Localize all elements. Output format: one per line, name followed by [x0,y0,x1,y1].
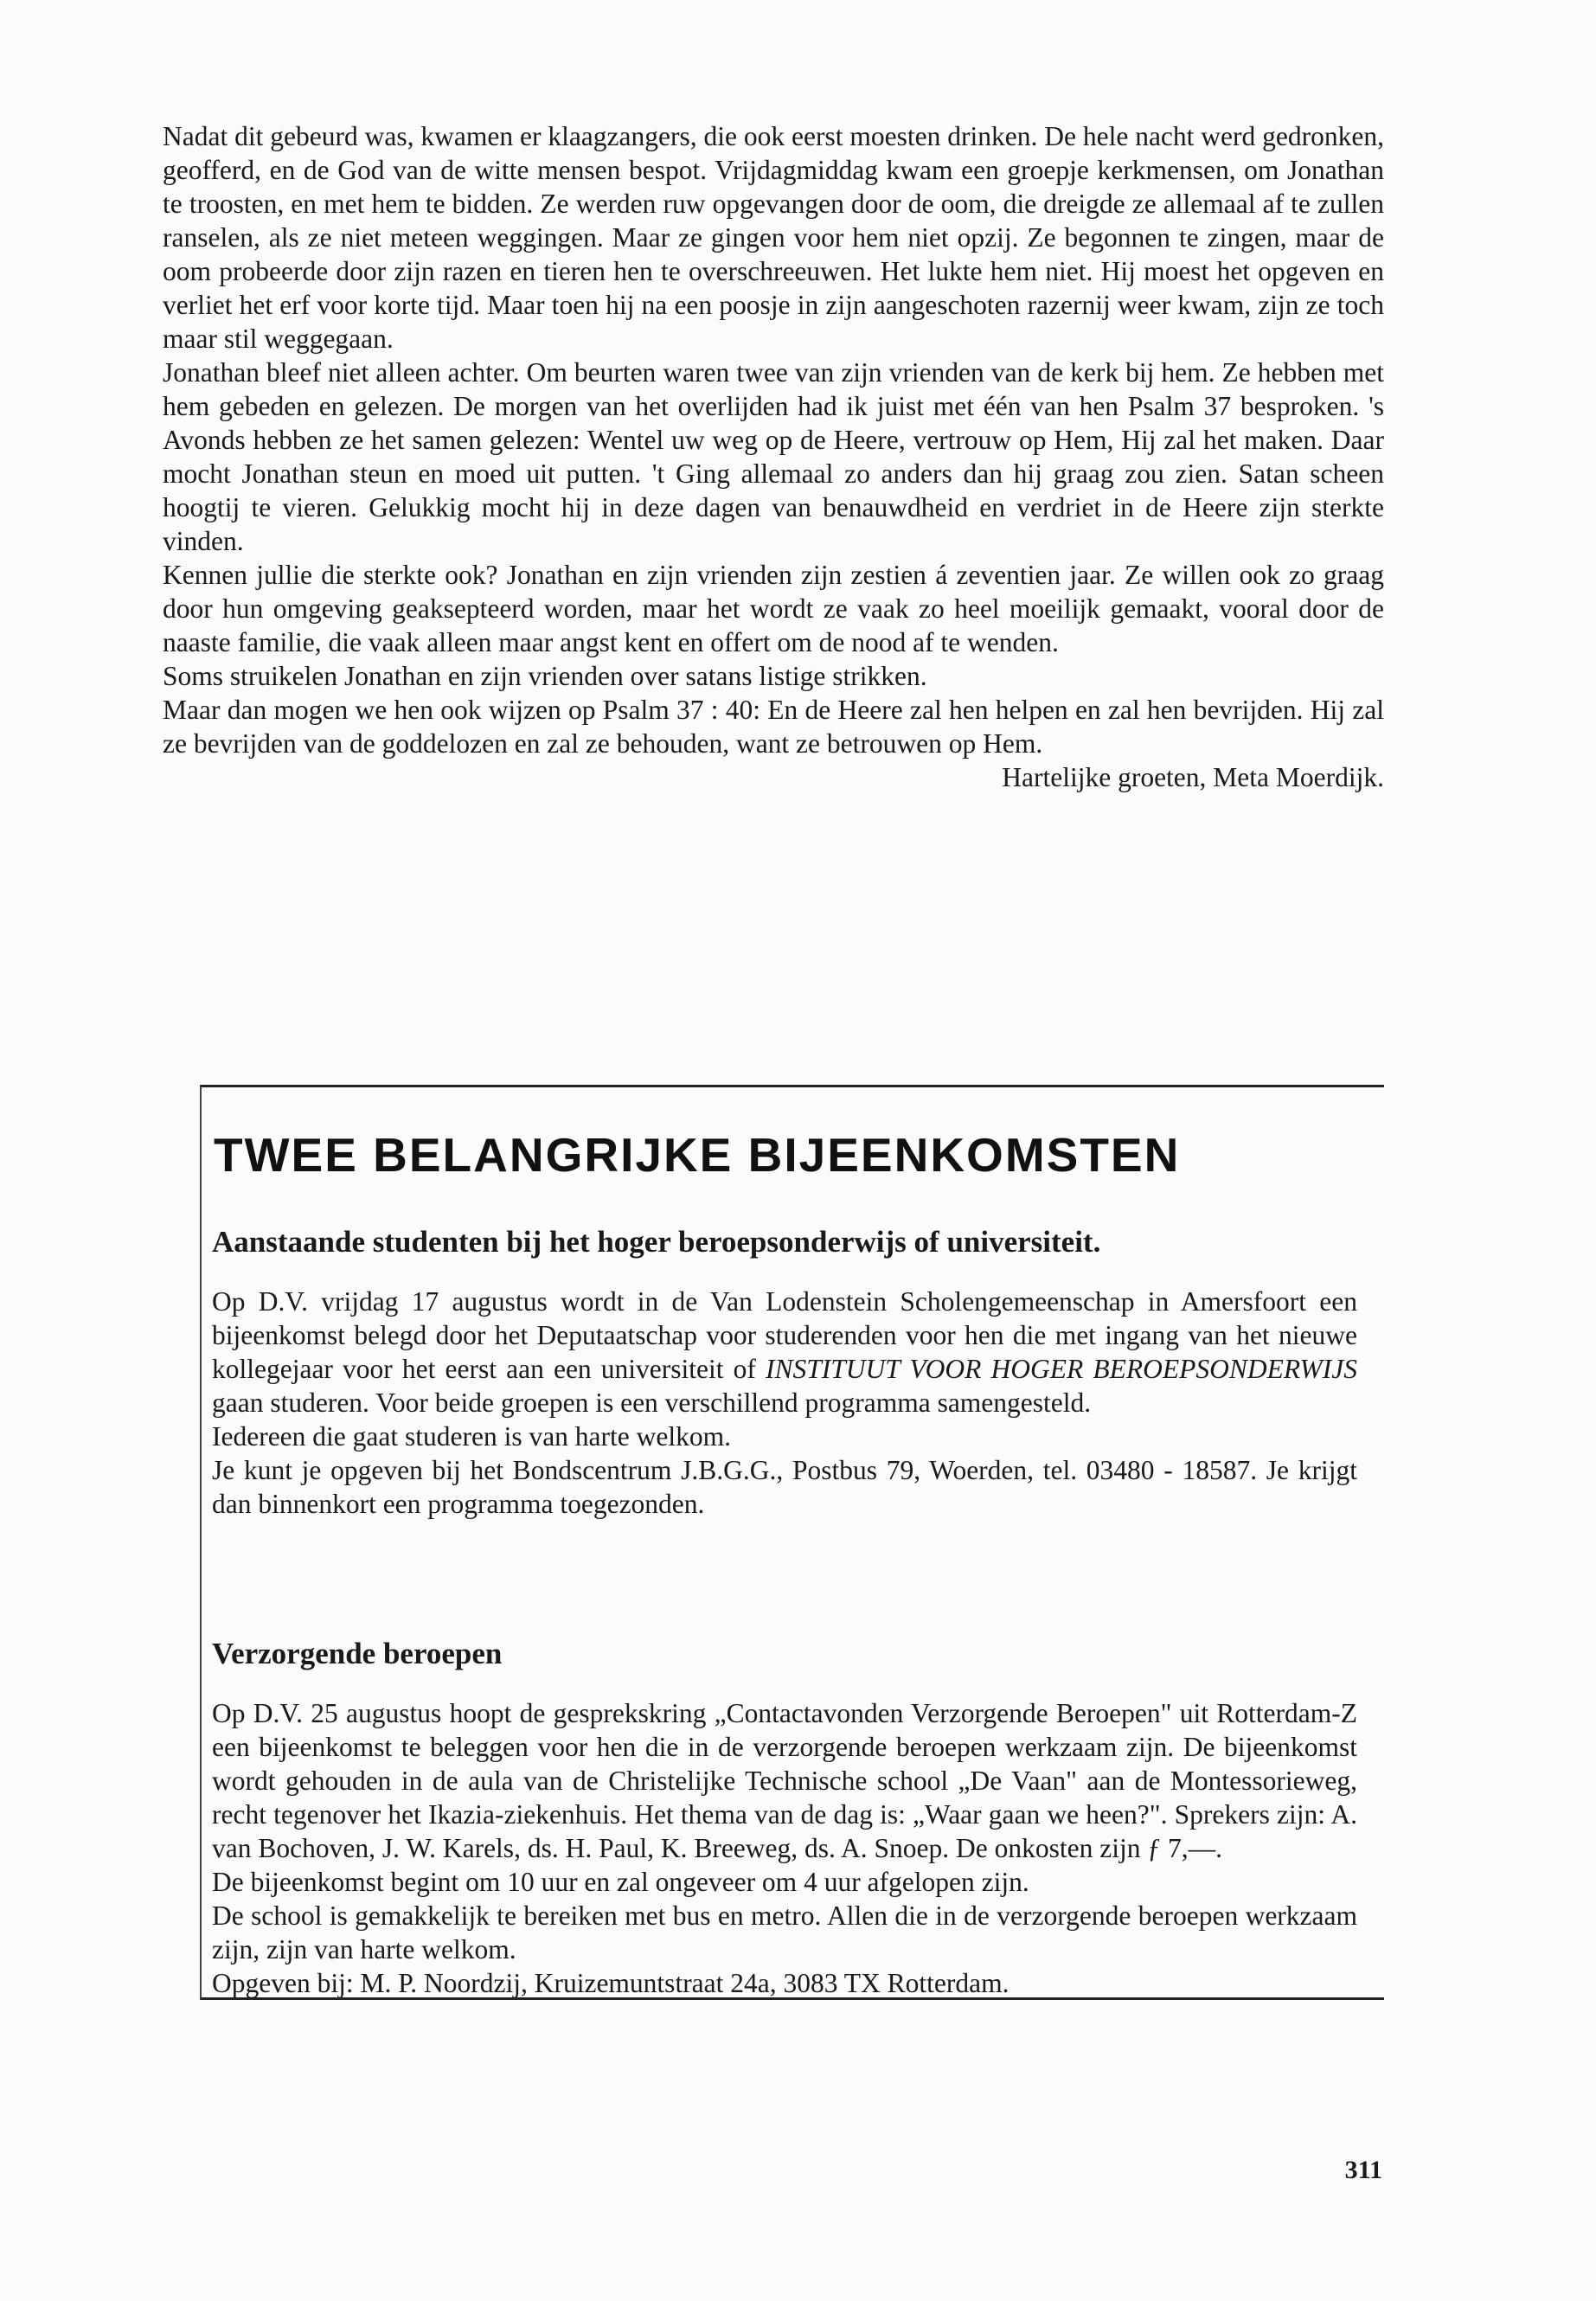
announcement-box [200,1085,1384,2000]
section-paragraph: Iedereen die gaat studeren is van harte welkom. [212,1421,731,1452]
letter-body [163,119,1384,794]
text-span: Op D.V. vrijdag 17 augustus wordt in de Van Lodenstein Scholengemeenschap in Amersfoort een bijeenkomst belegd door het Deputaatschap voor studerenden voor hen die met ingang van het nieuwe kollegejaar voor het eerst aan een universiteit of [212,1286,1357,1384]
section-heading-students: Aanstaande studenten bij het hoger beroepsonderwijs of universiteit. [212,1225,1101,1259]
section-heading-care-professions: Verzorgende beroepen [212,1637,503,1670]
section-paragraph: Op D.V. 25 augustus hoopt de gesprekskring „Contactavonden Verzorgende Beroepen" uit Rotterdam-Z een bijeenkomst te beleggen voor hen die in de verzorgende beroepen werkzaam zijn. De bijeenkomst wordt gehouden in de aula van de Christelijke Technische school „De Vaan" aan de Montessorieweg, recht tegenover het Ikazia-ziekenhuis. Het thema van de dag is: „Waar gaan we heen?". Sprekers zijn: A. van Bochoven, J. W. Karels, ds. H. Paul, K. Breeweg, ds. A. Snoep. De onkosten zijn ƒ 7,—. [212,1698,1357,1863]
letter-paragraph: Kennen jullie die sterkte ook? Jonathan en zijn vrienden zijn zestien á zeventien jaar. Ze willen ook zo graag door hun omgeving geaksepteerd worden, maar het wordt ze vaak zo heel moeilijk gemaakt, vooral door de naaste familie, die vaak alleen maar angst kent en offert om de nood af te wenden. [163,560,1384,657]
announcement-title: TWEE BELANGRIJKE BIJEENKOMSTEN [214,1128,1181,1182]
section-paragraph [212,1285,1357,1420]
letter-paragraph: Nadat dit gebeurd was, kwamen er klaagzangers, die ook eerst moesten drinken. De hele nacht werd gedronken, geofferd, en de God van de witte mensen bespot. Vrijdagmiddag kwam een groepje kerkmensen, om Jonathan te troosten, en met hem te bidden. Ze werden ruw opgevangen door de oom, die dreigde ze allemaal af te zullen ranselen, als ze niet meteen weggingen. Maar ze gingen voor hem niet opzij. Ze begonnen te zingen, maar de oom probeerde door zijn razen en tieren hen te overschreeuwen. Het lukte hem niet. Hij moest het opgeven en verliet het erf voor korte tijd. Maar toen hij na een poosje in zijn aangeschoten razernij weer kwam, zijn ze toch maar stil weggegaan. [163,121,1384,354]
section-paragraph: De bijeenkomst begint om 10 uur en zal ongeveer om 4 uur afgelopen zijn. [212,1867,1029,1897]
section-paragraph: De school is gemakkelijk te bereiken met bus en metro. Allen die in de verzorgende beroepen werkzaam zijn, zijn van harte welkom. [212,1900,1357,1965]
section-paragraph: Je kunt je opgeven bij het Bondscentrum J.B.G.G., Postbus 79, Woerden, tel. 03480 - 18587. Je krijgt dan binnenkort een programma toegezonden. [212,1455,1357,1519]
page-number: 311 [1344,2156,1382,2184]
section-body-care-professions [212,1696,1357,2000]
section-paragraph: Opgeven bij: M. P. Noordzij, Kruizemuntstraat 24a, 3083 TX Rotterdam. [212,1968,1010,1998]
section-body-students [212,1285,1357,1521]
letter-signature: Hartelijke groeten, Meta Moerdijk. [1002,762,1384,792]
letter-paragraph: Jonathan bleef niet alleen achter. Om beurten waren twee van zijn vrienden van de kerk bij hem. Ze hebben met hem gebeden en gelezen. De morgen van het overlijden had ik juist met één van hen Psalm 37 besproken. 's Avonds hebben ze het samen gelezen: Wentel uw weg op de Heere, vertrouw op Hem, Hij zal het maken. Daar mocht Jonathan steun en moed uit putten. 't Ging allemaal zo anders dan hij graag zou zien. Satan scheen hoogtij te vieren. Gelukkig mocht hij in deze dagen van benauwdheid en verdriet in de Heere zijn sterkte vinden. [163,357,1384,556]
letter-paragraph: Soms struikelen Jonathan en zijn vrienden over satans listige strikken. [163,661,927,691]
italic-institute-name: INSTITUUT VOOR HOGER BEROEPSONDERWIJS [766,1354,1357,1384]
letter-paragraph: Maar dan mogen we hen ook wijzen op Psalm 37 : 40: En de Heere zal hen helpen en zal hen bevrijden. Hij zal ze bevrijden van de goddelozen en zal ze behouden, want ze betrouwen op Hem. [163,695,1384,759]
text-span: gaan studeren. Voor beide groepen is een verschillend programma samengesteld. [212,1388,1092,1418]
